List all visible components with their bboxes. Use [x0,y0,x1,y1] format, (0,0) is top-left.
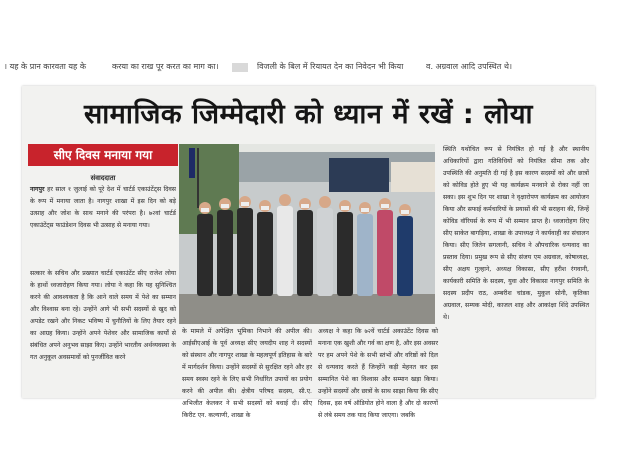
body-paragraph-4: स्थिति यथोचित रूप से नियंत्रित हो गई है और स्थानीय अधिकारियों द्वारा गतिविधियों को नियंत्रित सीमा तक और उपस्थिति की अनुमति दी गई है इस कारण सदस्यों को और छात्रों को कोविड होते हुए भी यह कार्यक्रम मनवाने से रोका नहीं जा सका। इस शुभ दिन पर शाखा ने वृक्षारोपण कार्यक्रम का आयोजन किया और सफाई कर्मचारियों के प्रयासों की भी सराहना की, जिन्हें कोविड वॉरियर्स के रूप में भी सम्मान प्राप्त है। ध्वजारोहण लिए सीए साकेत बागड़िया, शाखा के उपाध्यक्ष ने कार्यवाही का संचालन किया। सीए जितेन सगलानी, सचिव ने औपचारिक धन्यवाद का प्रस्ताव दिया। प्रमुख रूप से सीए संजय एम अग्रवाल, कोषाध्यक्ष, सीए अक्षय गुल्हाने, अध्यक्ष विकासा, सीए हरीश रंगवानी, कार्यकारी समिति के सदस्य, युवा और विकासा नागपुर समिति के सदस्य प्रदीप राठ, अम्बरीश चांडक, मुकुल सोनी, कृतिका अग्रवाल, सम्यक मोदी, काजल शाह और आकांक्षा शिंदे उपस्थित थे। [443,146,589,321]
strip-text-left: । यह के प्रान कारवता यह के [4,62,86,71]
body-paragraph-2: के मामले में अपेक्षित भूमिका निभाने की अपील की। आईसीएआई के पूर्व अध्यक्ष सीए जयदीप शाह ने सदस्यों को संस्थान और नागपुर शाखा के महत्वपूर्ण इतिहास के बारे में मार्गदर्शन किया। उन्होंने सदस्यों से सुरक्षित रहने और हर समय स्वस्थ रहने के लिए सभी निर्धारित उपायों का प्रयोग करने की अपील की। क्षेत्रीय परिषद सदस्य, सी.ए. अभिजीत केलकर ने सभी सदस्यों को बधाई दी। सीए किरीट एन. कल्याणी, शाखा के [182,328,312,419]
headline: सामाजिक जिम्मेदारी को ध्यान में रखें : लोया [83,99,534,130]
body-paragraph-3: अध्यक्ष ने कहा कि ७२वें चार्टर्ड अकाउंटेंट दिवस को मनाना एक खुशी और गर्व का क्षण है, और इस अवसर पर हम अपने पेशे के सभी स्तंभों और वरिष्ठों को दिल से धन्यवाद करते हैं जिन्होंने कड़ी मेहनत कर इस सम्मानित पेशे का विश्वास और सम्मान खड़ा किया। उन्होंने सदस्यों और छात्रों के साथ साझा किया कि सीए दिवस, इस वर्ष ऑडियोत होने वाला है और दो कारणों से लंबे समय तक याद किया जाएगा। जबकि [318,328,438,419]
newspaper-clipping [22,86,595,419]
column-divider [232,63,248,72]
place-name: नागपुर [30,186,45,193]
body-paragraph-1: सत्कार के सचिव और प्रख्यात चार्टर्ड एकाउंटेंट सीए राजेश लोया के हाथों ध्वजारोहण किया गया। लोया ने कहा कि यह सुनिश्चित करने की आवश्यकता है कि आने वाले समय में पेशे का सम्मान और विश्वास बना रहे। उन्होंने आगे भी सभी सदस्यों से खुद को अपडेट रखने और निकट भविष्य में चुनौतियों के लिए तैयार रहने का आग्रह किया। उन्होंने अपने पेशेवर और सामाजिक कार्यों से संबंधित अपने अनुभव साझा किए। उन्होंने भारतीय अर्थव्यवस्था के गत अनुकूल अवसमावों को पुनर्जीवित करने [30,270,176,361]
strip-text-mid: विजली के बिल में रियायत देन का निवेदन भी किया [257,62,404,71]
group-photo-image [179,144,435,324]
dateline: संवाददाता [90,174,116,182]
column-3 [318,326,438,422]
strip-text-right: व. अग्रवाल आदि उपस्थित थे। [426,62,512,71]
event-photo [179,144,435,324]
strip-text-left-mid: करया का राख पूर करत का माग का। [112,62,219,71]
subhead-banner: सीए दिवस मनाया गया [28,144,178,166]
column-1-top [30,172,176,232]
intro-paragraph: हर साल १ जुलाई को पूरे देश में चार्टर्ड एकाउंटेंट्स दिवस के रूप में मनाया जाता है। नागपुर शाखा में इस दिन को बड़े उत्साह और जोश के साथ मनाने की परंपरा है। ७२वां चार्टर्ड एकाउंटेंट्स फाउंडेशन दिवस भी उत्साह से मनाया गया। [30,186,176,229]
column-1-bottom [30,268,176,364]
column-4 [443,144,589,324]
column-2 [182,326,312,422]
previous-article-strip [0,60,620,74]
